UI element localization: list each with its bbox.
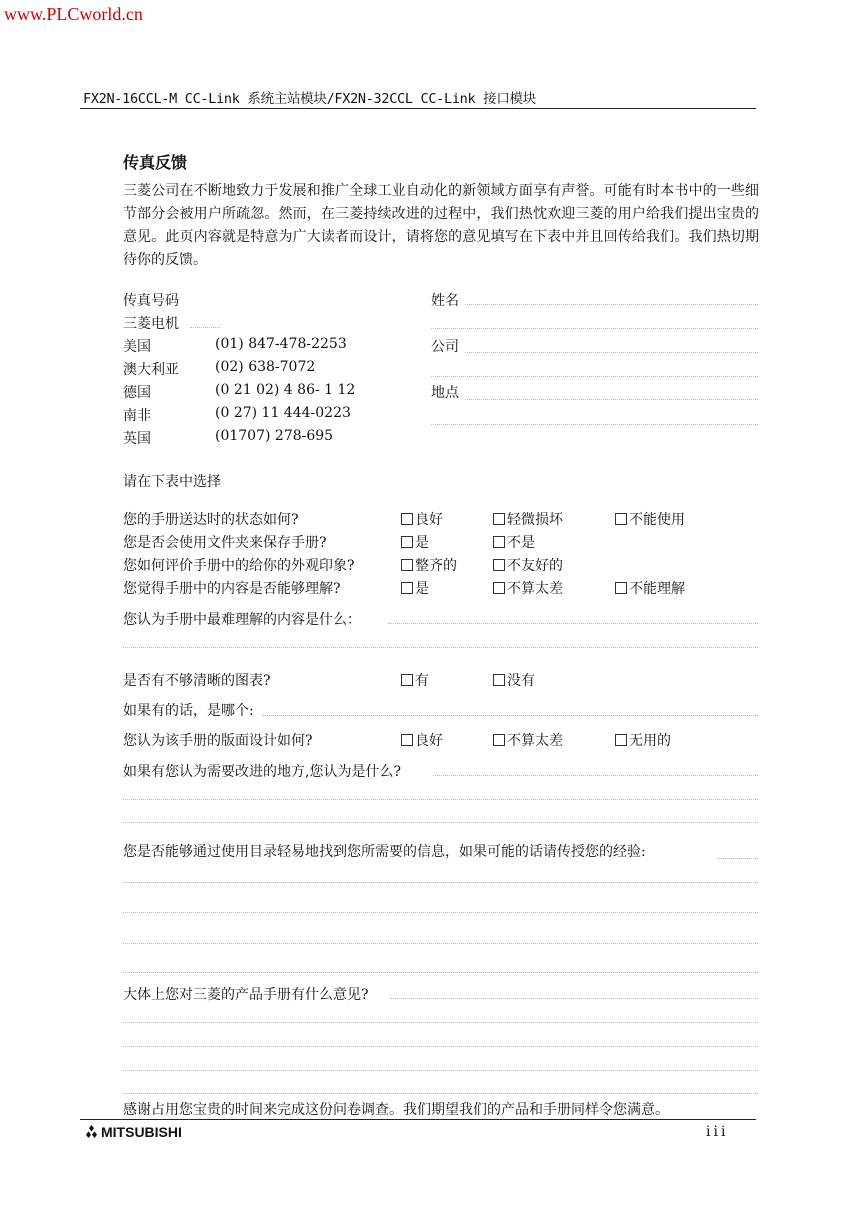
name-field[interactable] [465, 304, 758, 305]
answer-line[interactable] [717, 858, 758, 859]
answer-line[interactable] [123, 912, 758, 913]
answer-line[interactable] [123, 1093, 758, 1094]
option-useless[interactable] [615, 730, 671, 750]
checkbox[interactable] [493, 536, 505, 548]
option-have[interactable] [401, 670, 429, 690]
option-label: 是 [415, 535, 429, 551]
answer-line[interactable] [390, 998, 758, 999]
address-label: 地点 [431, 385, 459, 401]
question-hardest: 您认为手册中最难理解的内容是什么： [123, 612, 361, 628]
option-label: 不能使用 [629, 512, 685, 528]
fax-number: (02) 638-7072 [215, 359, 316, 375]
fax-number: (01) 847-478-2253 [215, 336, 347, 352]
company-field-line2[interactable] [431, 376, 758, 377]
watermark: www.PLCworld.cn [4, 4, 143, 24]
fax-country: 美国 [123, 339, 151, 355]
answer-line[interactable] [123, 972, 758, 973]
option-label: 整齐的 [415, 558, 457, 574]
thanks-text: 感谢占用您宝贵的时间来完成这份问卷调查。我们期望我们的产品和手册同样令您满意。 [123, 1102, 669, 1118]
option-no[interactable] [493, 532, 535, 552]
question-condition: 您的手册送达时的状态如何? [123, 512, 299, 528]
option-label: 不友好的 [507, 558, 563, 574]
option-label: 不是 [507, 535, 535, 551]
option-label: 是 [415, 581, 429, 597]
fax-heading: 传真号码 [123, 293, 179, 309]
header-rule [80, 108, 756, 109]
option-label: 不算太差 [507, 733, 563, 749]
option-tidy[interactable] [401, 555, 457, 575]
checkbox[interactable] [401, 536, 413, 548]
option-label: 无用的 [629, 733, 671, 749]
option-yes[interactable] [401, 578, 429, 598]
company-label: 公司 [431, 339, 459, 355]
mitsubishi-logo [83, 1124, 182, 1140]
checkbox[interactable] [493, 559, 505, 571]
checkbox[interactable] [401, 674, 413, 686]
checkbox[interactable] [493, 674, 505, 686]
option-good[interactable] [401, 730, 443, 750]
option-label: 良好 [415, 512, 443, 528]
answer-line[interactable] [123, 1022, 758, 1023]
option-none[interactable] [493, 670, 535, 690]
option-good[interactable] [401, 509, 443, 529]
fax-company-dots [190, 327, 220, 328]
question-layout: 您认为该手册的版面设计如何? [123, 733, 313, 749]
select-prompt: 请在下表中选择 [123, 474, 221, 490]
question-improve: 如果有您认为需要改进的地方,您认为是什么? [123, 764, 401, 780]
name-label: 姓名 [431, 293, 459, 309]
page-number: iii [706, 1124, 729, 1140]
intro-paragraph: 三菱公司在不断地致力于发展和推广全球工业自动化的新领域方面享有声誉。可能有时本书中的一些细节部分会被用户所疏忽。然而，在三菱持续改进的过程中，我们热忱欢迎三菱的用户给我们提出宝贵的意见。此页内容就是特意为广大读者而设计，请将您的意见填写在下表中并且回传给我们。我们热切期待你的反馈。 [123, 183, 759, 268]
section-title: 传真反馈 [123, 153, 188, 172]
answer-line[interactable] [123, 822, 758, 823]
brand-name: MITSUBISHI [101, 1124, 182, 1140]
answer-line[interactable] [123, 943, 758, 944]
footer-rule [80, 1119, 756, 1120]
fax-number: (01707) 278-695 [215, 428, 334, 444]
answer-line[interactable] [123, 799, 758, 800]
checkbox[interactable] [401, 582, 413, 594]
answer-line[interactable] [433, 775, 758, 776]
question-overall: 大体上您对三菱的产品手册有什么意见? [123, 987, 369, 1003]
address-field[interactable] [465, 399, 758, 400]
checkbox[interactable] [493, 513, 505, 525]
fax-number: (0 27) 11 444-0223 [215, 405, 351, 421]
fax-country: 英国 [123, 431, 151, 447]
checkbox[interactable] [493, 582, 505, 594]
fax-country: 德国 [123, 385, 151, 401]
answer-line[interactable] [123, 882, 758, 883]
option-unfriendly[interactable] [493, 555, 563, 575]
question-understand: 您觉得手册中的内容是否能够理解? [123, 581, 341, 597]
company-field[interactable] [465, 352, 758, 353]
checkbox[interactable] [401, 734, 413, 746]
question-index: 您是否能够通过使用目录轻易地找到您所需要的信息，如果可能的话请传授您的经验: [123, 844, 646, 860]
answer-line[interactable] [262, 715, 758, 716]
option-slightly-damaged[interactable] [493, 509, 563, 529]
answer-line[interactable] [123, 1070, 758, 1071]
answer-line[interactable] [388, 623, 758, 624]
question-unclear-diagrams: 是否有不够清晰的图表? [123, 673, 271, 689]
checkbox[interactable] [615, 582, 627, 594]
option-not-bad[interactable] [493, 578, 563, 598]
option-unusable[interactable] [615, 509, 685, 529]
fax-number: (0 21 02) 4 86- 1 12 [215, 382, 356, 398]
name-field-line2[interactable] [431, 328, 758, 329]
checkbox[interactable] [615, 513, 627, 525]
question-which: 如果有的话，是哪个: [123, 703, 254, 719]
checkbox[interactable] [493, 734, 505, 746]
question-appearance: 您如何评价手册中的给你的外观印象? [123, 558, 355, 574]
fax-country: 澳大利亚 [123, 362, 179, 378]
fax-company: 三菱电机 [123, 316, 179, 332]
address-field-line2[interactable] [431, 424, 758, 425]
question-binder: 您是否会使用文件夹来保存手册? [123, 535, 327, 551]
mitsubishi-diamonds-icon [83, 1125, 100, 1138]
fax-country: 南非 [123, 408, 151, 424]
option-cannot-understand[interactable] [615, 578, 685, 598]
option-label: 没有 [507, 673, 535, 689]
checkbox[interactable] [401, 559, 413, 571]
option-label: 不能理解 [629, 581, 685, 597]
answer-line[interactable] [123, 647, 758, 648]
answer-line[interactable] [123, 1046, 758, 1047]
option-yes[interactable] [401, 532, 429, 552]
option-label: 有 [415, 673, 429, 689]
checkbox[interactable] [615, 734, 627, 746]
header-title: FX2N-16CCL-M CC-Link 系统主站模块/FX2N-32CCL CC-Link 接口模块 [83, 91, 536, 107]
option-label: 轻微损坏 [507, 512, 563, 528]
option-not-bad[interactable] [493, 730, 563, 750]
option-label: 良好 [415, 733, 443, 749]
checkbox[interactable] [401, 513, 413, 525]
option-label: 不算太差 [507, 581, 563, 597]
